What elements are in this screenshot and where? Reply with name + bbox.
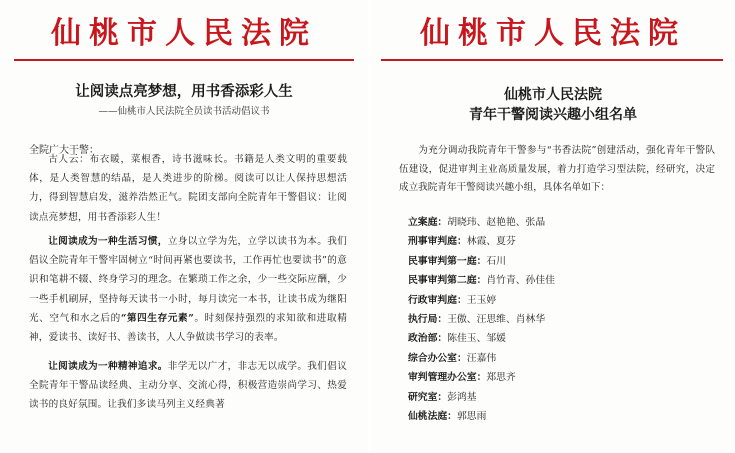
roster-dept: 仙桃法庭： bbox=[408, 410, 457, 422]
right-document-page bbox=[371, 0, 735, 453]
roster-names: 王玉婷 bbox=[466, 294, 497, 306]
roster-names: 汪嘉伟 bbox=[466, 352, 497, 364]
paragraph-habit-emphasis: “第四生存元素” bbox=[120, 312, 194, 324]
roster-entry bbox=[408, 271, 708, 290]
paragraph-habit bbox=[29, 232, 347, 348]
roster-dept: 刑事审判庭： bbox=[408, 236, 467, 248]
roster-names: 王傲、汪思维、肖林华 bbox=[447, 313, 546, 325]
court-letterhead-title: 仙桃市人民法院 bbox=[51, 16, 317, 51]
letterhead-red-rule bbox=[14, 59, 354, 61]
paragraph-habit-lead: 让阅读成为一种生活习惯， bbox=[48, 236, 168, 247]
paragraph-pursuit-body: 非学无以广才，非志无以成学。我们倡议全院青年干警品读经典、主动分享、交流心得，积极营造崇尚学习、热爱读书的良好氛围。让我们多读马列主义经典著 bbox=[29, 361, 347, 411]
roster-entry bbox=[408, 232, 708, 251]
roster-entry bbox=[408, 310, 708, 329]
court-letterhead-title: 仙桃市人民法院 bbox=[420, 16, 686, 51]
roster-dept: 综合办公室： bbox=[408, 352, 467, 364]
roster-entry bbox=[408, 252, 708, 271]
roster-entry bbox=[408, 291, 708, 310]
roster-names: 林霞、夏芬 bbox=[466, 236, 516, 248]
letterhead-red-rule bbox=[381, 59, 723, 61]
roster-names: 肖竹青、孙佳佳 bbox=[486, 275, 555, 287]
paragraph-pursuit-lead: 让阅读成为一种精神追求。 bbox=[48, 361, 168, 372]
paragraph-habit-tail: 。时刻保持强烈的求知欲和进取精神，爱读书、读好书、善读书，人人争做读书学习的表率。 bbox=[29, 312, 347, 344]
roster-dept: 民事审判第二庭： bbox=[408, 275, 487, 287]
roster-entry bbox=[408, 407, 708, 426]
roster-entry bbox=[408, 388, 708, 407]
roster-dept: 行政审判庭： bbox=[408, 294, 467, 306]
roster-dept: 政治部： bbox=[408, 333, 448, 345]
roster-entry bbox=[408, 349, 708, 368]
paragraph-intro-text: 古人云：布衣暖，菜根香，诗书滋味长。书籍是人类文明的重要载体，是人类智慧的结晶，是人类进步的阶梯。阅读可以让人保持思想活力，得到智慧启发，滋养浩然正气。院团支部向全院青年干警倡议：让阅读点亮梦想，用书香添彩人生！ bbox=[29, 154, 347, 223]
roster-dept: 民事审判第一庭： bbox=[408, 255, 487, 267]
proposal-subtitle: ——仙桃市人民法院全员读书活动倡议书 bbox=[98, 106, 270, 117]
roster-names: 郭思雨 bbox=[456, 410, 487, 422]
roster-entry bbox=[408, 329, 708, 348]
roster-names: 彭鸿基 bbox=[447, 391, 477, 403]
roster-list bbox=[408, 213, 708, 426]
proposal-title: 让阅读点亮梦想，用书香添彩人生 bbox=[75, 83, 293, 100]
roster-dept: 审判管理办公室： bbox=[408, 372, 487, 384]
paragraph-pursuit bbox=[29, 357, 347, 453]
roster-names: 陈佳玉、邹媛 bbox=[447, 333, 506, 345]
roster-names: 胡晓玮、赵艳艳、张晶 bbox=[447, 217, 546, 228]
roster-dept: 研究室： bbox=[408, 391, 448, 403]
roster-dept: 执行局： bbox=[408, 313, 448, 325]
paragraph-habit-body: 立身以立学为先，立学以读书为本。我们倡议全院青年干警牢固树立“时间再紧也要读书，工作再忙也要读书”的意识和笔耕不辍、终身学习的理念。在繁琐工作之余，少一些交际应酬，少一些手机刷屏，坚持每天读书一小时，每月读完一本书，让读书成为继阳光、空气和水之后的 bbox=[29, 236, 347, 324]
roster-names: 郑思齐 bbox=[486, 372, 516, 384]
roster-title-line2: 青年干警阅读兴趣小组名单 bbox=[469, 107, 637, 123]
roster-entry bbox=[408, 368, 708, 387]
roster-dept: 立案庭： bbox=[408, 217, 448, 228]
roster-entry bbox=[408, 213, 708, 232]
roster-title-line1: 仙桃市人民法院 bbox=[504, 87, 602, 103]
roster-names: 石川 bbox=[486, 255, 506, 267]
roster-intro: 为充分调动我院青年干警参与“书香法院”创建活动，强化青年干警队伍建设，促进审判主业高质量发展，着力打造学习型法院，经研究，决定成立我院青年干警阅读兴趣小组，具体名单如下： bbox=[399, 145, 715, 193]
salutation: 全院广大干警： bbox=[29, 145, 99, 156]
